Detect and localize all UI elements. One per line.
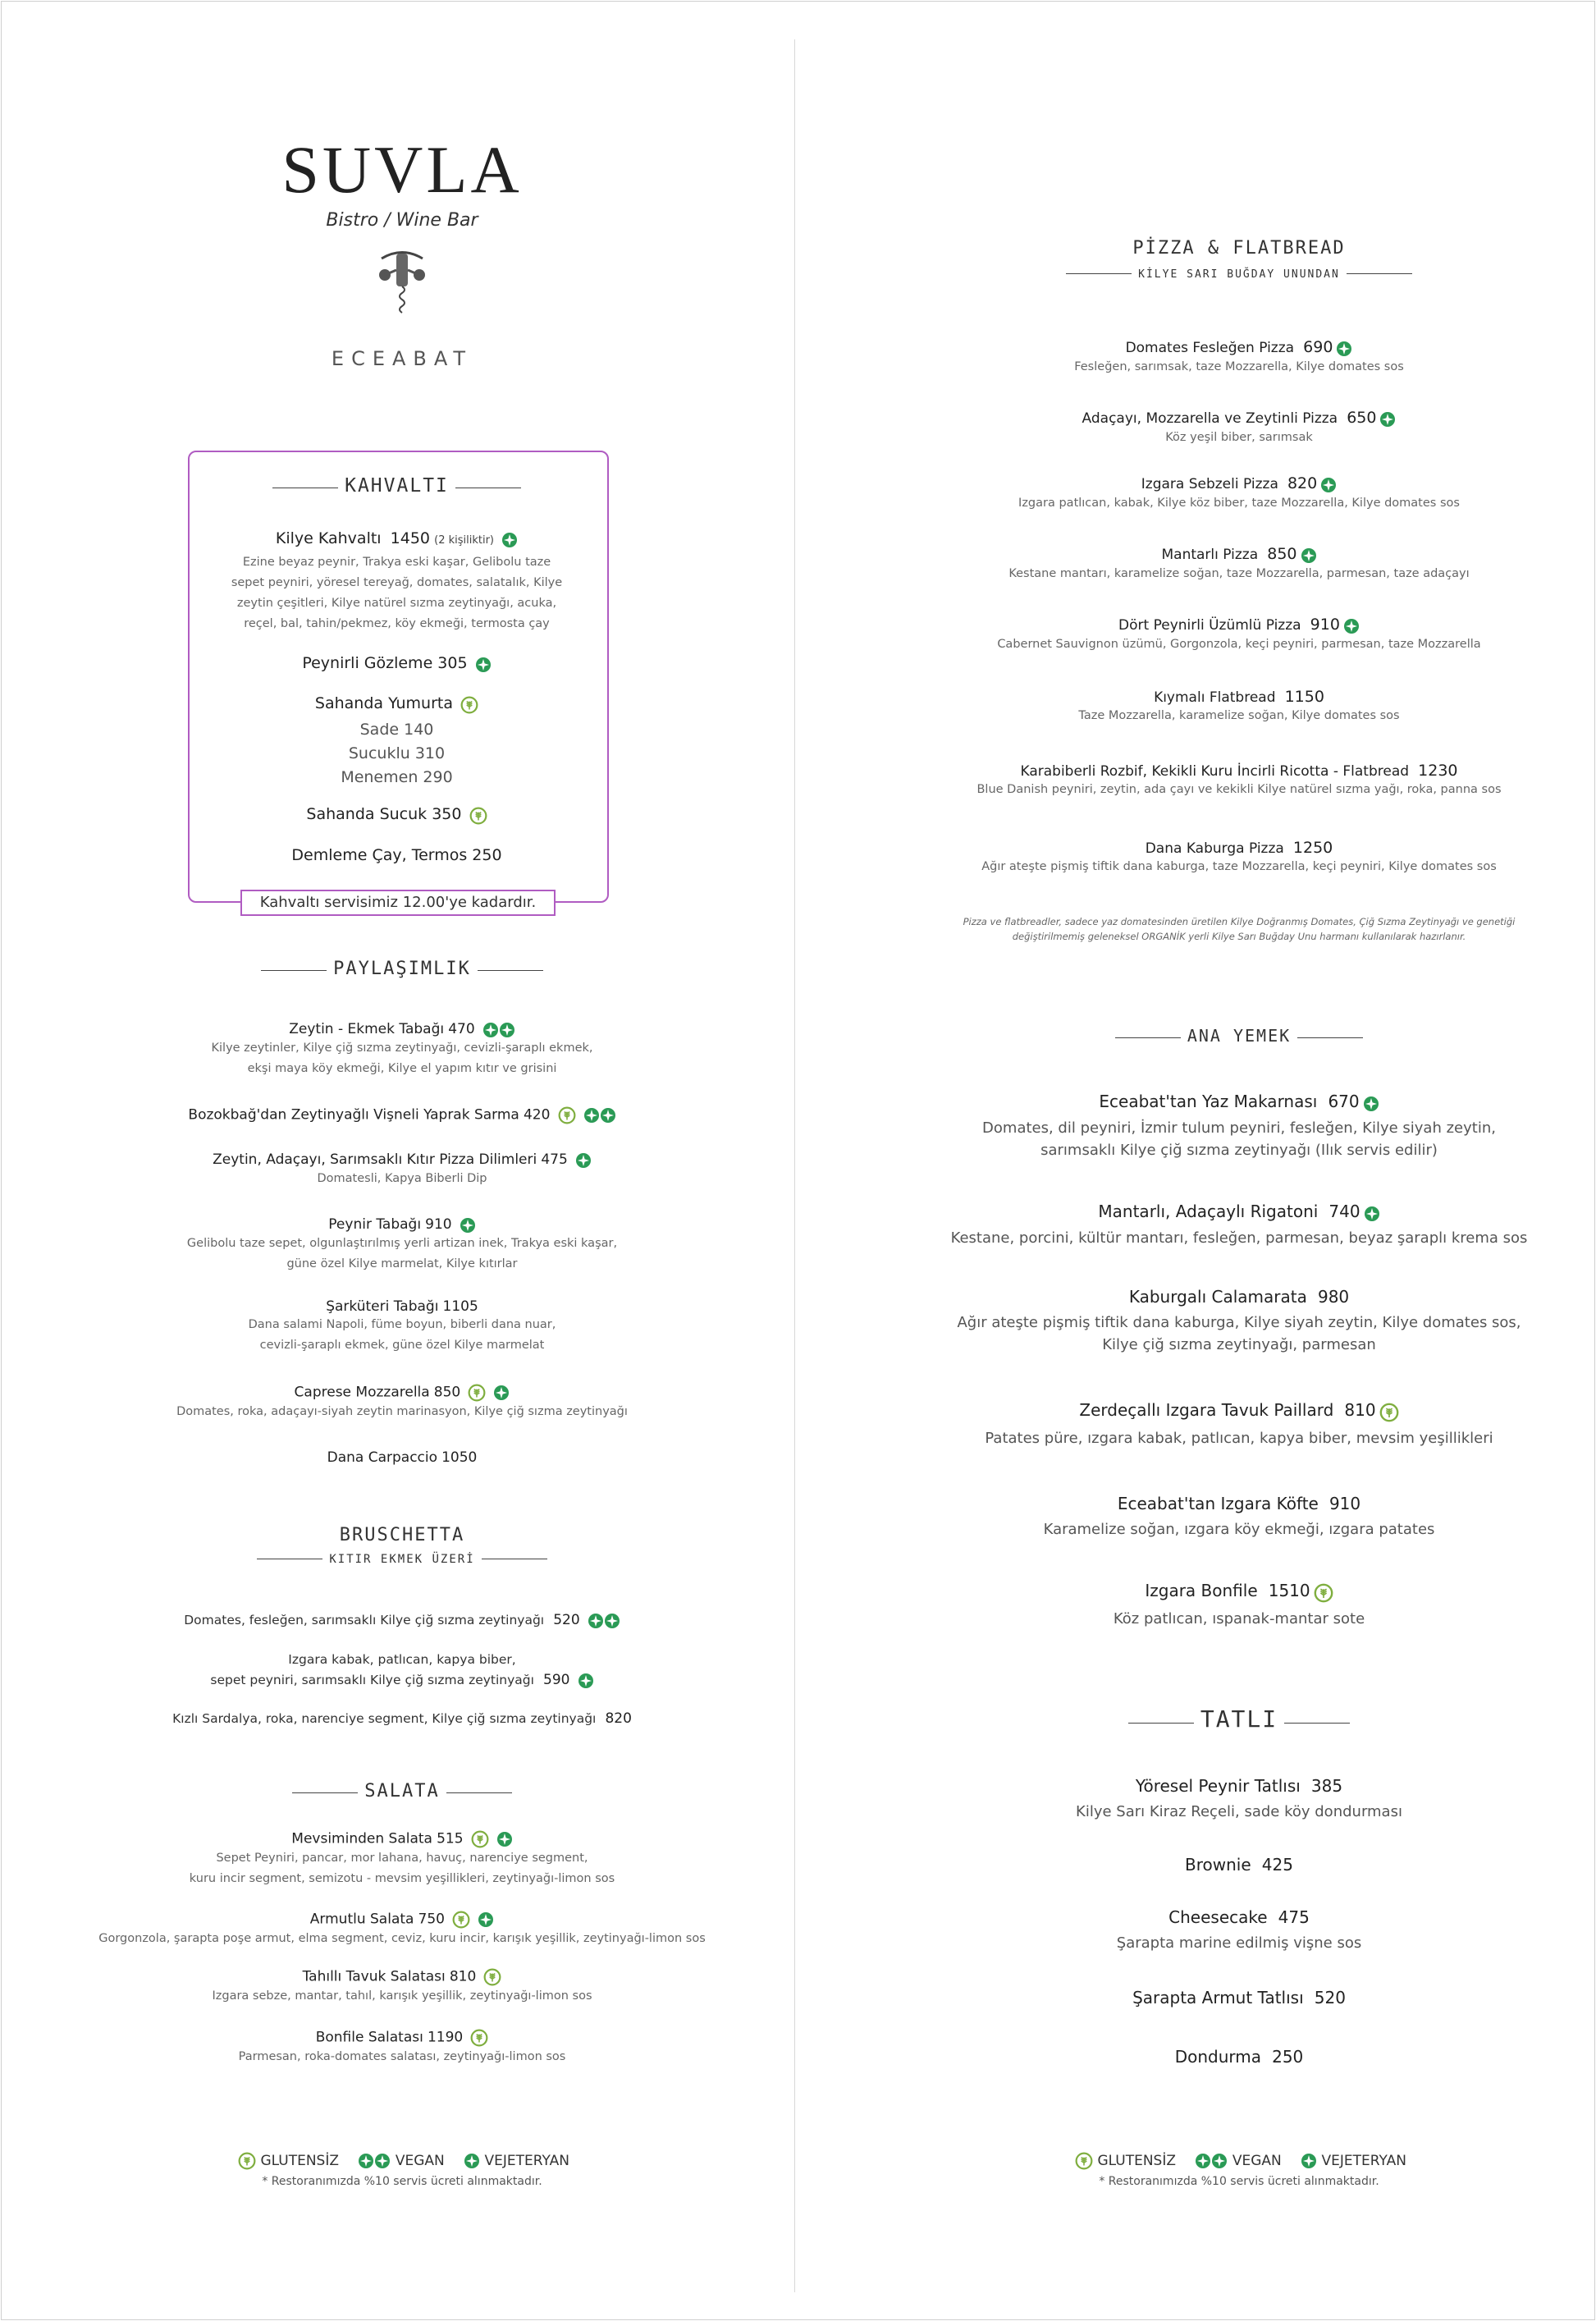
bruschetta-subtitle: KITIR EKMEK ÜZERİ: [329, 1553, 475, 1566]
kilye-kahvalti-name: Kilye Kahvaltı: [275, 529, 382, 547]
menu-item: [919, 616, 1559, 655]
menu-item: [919, 1287, 1559, 1356]
vegetarian-icon: [1301, 547, 1317, 564]
yumurta-item: [188, 694, 606, 714]
item-price: 820: [605, 1710, 632, 1727]
yumurta-options: [188, 718, 606, 790]
item-price: 520: [553, 1612, 580, 1628]
item-price: 910: [425, 1216, 452, 1233]
item-name: Eceabat'tan Izgara Köfte: [1117, 1494, 1319, 1513]
item-price: 1105: [442, 1298, 478, 1315]
vegetarian-icon: [1343, 618, 1360, 634]
item-price: 750: [418, 1911, 445, 1928]
kahvalti-note: Kahvaltı servisimiz 12.00'ye kadardır.: [240, 890, 556, 916]
cay-item: [188, 846, 606, 864]
item-desc: Cabernet Sauvignon üzümü, Gorgonzola, keçi peyniri, parmesan, taze Mozzarella: [997, 637, 1481, 651]
item-price: 740: [1328, 1202, 1360, 1221]
item-name: Zeytin - Ekmek Tabağı: [289, 1021, 445, 1037]
item-name: Şarküteri Tabağı: [326, 1298, 439, 1315]
item-name: Şarapta Armut Tatlısı: [1132, 1988, 1304, 2007]
vegetarian-icon: [501, 532, 518, 548]
item-desc: [82, 1038, 722, 1079]
item-desc: [919, 1608, 1559, 1630]
menu-item: [919, 1855, 1559, 1875]
gluten-free-icon: [468, 1384, 486, 1402]
gluten-free-icon: [1379, 1403, 1399, 1422]
legend-veg: VEJETERYAN: [484, 2153, 569, 2169]
vegetarian-icon: [578, 1673, 594, 1689]
item-price: 1230: [1418, 762, 1458, 780]
item-price: 690: [1303, 338, 1333, 356]
kilye-kahvalti-item: [188, 529, 606, 548]
gluten-free-icon: [1075, 2152, 1093, 2170]
yumurta-option: Menemen 290: [341, 768, 453, 786]
tatli-heading: [919, 1705, 1559, 1733]
menu-item: [82, 1610, 722, 1631]
item-price: 1190: [427, 2029, 464, 2046]
item-name: Dondurma: [1174, 2047, 1261, 2067]
desc-line: Parmesan, roka-domates salatası, zeytinyağı-limon sos: [238, 2050, 566, 2063]
brand-block: [279, 131, 525, 370]
item-price: 910: [1328, 1494, 1361, 1513]
pizza-title: PİZZA & FLATBREAD: [1132, 238, 1346, 259]
item-name: Mantarlı Pizza: [1161, 547, 1259, 563]
menu-item: [919, 1907, 1559, 1954]
item-text-2: sepet peyniri, sarımsaklı Kilye çiğ sızma zeytinyağı: [210, 1673, 534, 1687]
item-price: 810: [449, 1968, 477, 1985]
desc-line: ekşi maya köy ekmeği, Kilye el yapım kıtır ve grisini: [247, 1061, 557, 1075]
sucuk-name: Sahanda Sucuk 350: [306, 805, 462, 823]
desc-line: Gelibolu taze sepet, olgunlaştırılmış yerli artizan inek, Trakya eski kaşar,: [186, 1236, 618, 1250]
item-name: Peynir Tabağı: [328, 1216, 422, 1233]
kahvalti-title: KAHVALTI: [345, 475, 449, 497]
item-price: 1510: [1268, 1581, 1310, 1600]
item-name: Adaçayı, Mozzarella ve Zeytinli Pizza: [1082, 410, 1338, 427]
item-price: 810: [1344, 1400, 1376, 1420]
item-price: 475: [1278, 1907, 1310, 1927]
menu-item: [82, 2029, 722, 2067]
item-price: 820: [1287, 474, 1318, 492]
vegetarian-icon: [460, 1217, 476, 1234]
desc-line: Domatesli, Kapya Biberli Dip: [317, 1171, 487, 1185]
item-price: 475: [541, 1151, 568, 1168]
desc-line: Patates püre, ızgara kabak, patlıcan, kapya biber, mevsim yeşillikleri: [985, 1429, 1493, 1447]
menu-item: [82, 1650, 722, 1691]
item-name: Karabiberli Rozbif, Kekikli Kuru İncirli Ricotta - Flatbread: [1020, 763, 1410, 780]
menu-item: [82, 1968, 722, 2007]
item-desc: Kestane mantarı, karamelize soğan, taze Mozzarella, parmesan, taze adaçayı: [1008, 566, 1470, 580]
menu-item: [919, 688, 1559, 726]
yumurta-option: Sade 140: [359, 721, 434, 739]
kahvalti-heading: [188, 475, 606, 497]
item-name: Mantarlı, Adaçaylı Rigatoni: [1098, 1202, 1319, 1221]
desc-line: Kestane, porcini, kültür mantarı, fesleğen, parmesan, beyaz şaraplı krema sos: [950, 1229, 1528, 1247]
item-price: 850: [433, 1384, 461, 1401]
brand-name: SUVLA: [281, 132, 523, 207]
desc-line: sarımsaklı Kilye çiğ sızma zeytinyağı (Ilık servis edilir): [1040, 1141, 1438, 1159]
note-line: Pizza ve flatbreadler, sadece yaz domatesinden üretilen Kilye Doğranmış Domates, Çiğ Sızma Zeytinyağı ve genetiği: [963, 916, 1516, 927]
gluten-free-icon: [483, 1968, 501, 1986]
item-name: Domates Fesleğen Pizza: [1125, 340, 1295, 356]
item-name: Zeytin, Adaçayı, Sarımsaklı Kıtır Pizza Dilimleri: [213, 1151, 537, 1168]
vegetarian-icon: [1320, 477, 1337, 493]
item-name: Yöresel Peynir Tatlısı: [1135, 1776, 1301, 1796]
item-price: 385: [1310, 1776, 1343, 1796]
service-note: * Restoranımızda %10 servis ücreti alınmaktadır.: [262, 2175, 542, 2188]
gluten-free-icon: [452, 1911, 470, 1929]
item-desc: [82, 1986, 722, 2007]
gozleme-name: Peynirli Gözleme 305: [302, 654, 468, 672]
sucuk-item: [188, 805, 606, 825]
menu-item: [82, 1911, 722, 1949]
legend-right: [919, 2152, 1559, 2188]
item-name: Dört Peynirli Üzümlü Pizza: [1118, 617, 1301, 634]
bruschetta-title: BRUSCHETTA: [339, 1525, 465, 1545]
kahvalti-box: [188, 451, 609, 903]
corkscrew-icon: [373, 242, 431, 324]
note-line: değiştirilmemiş geleneksel ORGANİK yerli Kilye Sarı Buğday Unu harmanı kullanılarak hazırlanır.: [1012, 931, 1466, 942]
desc-line: zeytin çeşitleri, Kilye natürel sızma zeytinyağı, acuka,: [236, 597, 557, 610]
menu-item: [82, 1216, 722, 1275]
menu-item: [82, 1021, 722, 1079]
desc-line: cevizli-şaraplı ekmek, güne özel Kilye marmelat: [259, 1339, 545, 1352]
item-desc: [82, 1848, 722, 1889]
desc-line: reçel, bal, tahin/pekmez, köy ekmeği, termosta çay: [244, 617, 550, 630]
vegan-icon: [583, 1107, 616, 1124]
item-name: Kaburgalı Calamarata: [1128, 1287, 1307, 1307]
desc-line: kuru incir segment, semizotu - mevsim yeşillikleri, zeytinyağı-limon sos: [189, 1872, 615, 1885]
menu-item: [919, 1092, 1559, 1161]
brand-subtitle: Bistro / Wine Bar: [326, 210, 478, 231]
item-price: 1050: [441, 1449, 478, 1466]
ana-heading: [919, 1026, 1559, 1046]
item-name: Zerdeçallı Izgara Tavuk Paillard: [1079, 1400, 1334, 1420]
menu-item: [82, 1384, 722, 1422]
item-desc: Izgara patlıcan, kabak, Kilye köz biber, taze Mozzarella, Kilye domates sos: [1018, 496, 1460, 510]
item-desc: Köz yeşil biber, sarımsak: [1165, 430, 1313, 444]
item-name: Izgara Sebzeli Pizza: [1141, 476, 1278, 492]
item-desc: [82, 1234, 722, 1275]
cay-name: Demleme Çay, Termos 250: [291, 846, 502, 864]
item-price: 590: [543, 1672, 570, 1688]
vegetarian-icon: [493, 1385, 510, 1401]
menu-item: [82, 1298, 722, 1356]
vegan-icon: [482, 1022, 515, 1038]
menu-item: [919, 762, 1559, 800]
menu-item: [919, 1776, 1559, 1823]
menu-item: [919, 2047, 1559, 2067]
item-price: 1250: [1292, 839, 1333, 857]
ana-title: ANA YEMEK: [1187, 1026, 1292, 1046]
menu-item: [919, 1202, 1559, 1249]
kilye-kahvalti-desc: [188, 552, 606, 634]
gluten-free-icon: [238, 2152, 256, 2170]
item-price: 670: [1328, 1092, 1360, 1111]
yumurta-option: Sucuklu 310: [348, 744, 446, 762]
gluten-free-icon: [1314, 1583, 1333, 1603]
menu-item: [919, 409, 1559, 448]
vegetarian-icon: [1364, 1206, 1380, 1222]
desc-line: Köz patlıcan, ıspanak-mantar sote: [1113, 1609, 1365, 1627]
vegetarian-icon: [1379, 411, 1396, 428]
salata-title: SALATA: [364, 1781, 440, 1801]
gluten-free-icon: [558, 1106, 576, 1124]
kilye-kahvalti-price: 1450: [390, 529, 431, 547]
vegetarian-icon: [496, 1831, 513, 1847]
desc-line: Gorgonzola, şarapta poşe armut, elma segment, ceviz, kuru incir, karışık yeşillik, zeytinyağı-limon sos: [98, 1932, 706, 1945]
item-price: 250: [1272, 2047, 1304, 2067]
desc-line: Domates, dil peyniri, İzmir tulum peyniri, fesleğen, Kilye siyah zeytin,: [982, 1119, 1496, 1137]
menu-item: [919, 1581, 1559, 1630]
legend-left: [82, 2152, 722, 2188]
item-name: Dana Kaburga Pizza: [1145, 840, 1284, 857]
menu-item: [919, 338, 1559, 378]
pizza-note: [919, 914, 1559, 944]
desc-line: sepet peyniri, yöresel tereyağ, domates, salatalık, Kilye: [231, 576, 563, 589]
item-name: Izgara Bonfile: [1145, 1581, 1258, 1600]
item-desc: [82, 1402, 722, 1422]
item-name: Dana Carpaccio: [327, 1449, 438, 1466]
item-desc: Şarapta marine edilmiş vişne sos: [1116, 1934, 1362, 1952]
menu-item: [919, 1494, 1559, 1540]
menu-item: [82, 1709, 722, 1729]
item-desc: [919, 1518, 1559, 1540]
desc-line: Domates, roka, adaçayı-siyah zeytin marinasyon, Kilye çiğ sızma zeytinyağı: [176, 1405, 628, 1418]
menu-item: [82, 1449, 722, 1466]
legend-veg: VEJETERYAN: [1321, 2153, 1406, 2169]
legend-vegan: VEGAN: [1232, 2153, 1282, 2169]
vegetarian-icon: [575, 1152, 592, 1169]
item-desc: [82, 2047, 722, 2067]
item-desc: Fesleğen, sarımsak, taze Mozzarella, Kilye domates sos: [1074, 359, 1404, 373]
menu-item: [82, 1106, 722, 1124]
salata-heading: [82, 1781, 722, 1801]
item-text: Izgara kabak, patlıcan, kapya biber,: [288, 1652, 516, 1667]
item-name: Cheesecake: [1168, 1907, 1268, 1927]
vegetarian-icon: [1363, 1096, 1379, 1112]
desc-line: Kilye çiğ sızma zeytinyağı, parmesan: [1102, 1336, 1376, 1353]
item-name: Brownie: [1185, 1855, 1251, 1875]
desc-line: Izgara sebze, mantar, tahıl, karışık yeşillik, zeytinyağı-limon sos: [212, 1989, 592, 2003]
vegetarian-icon: [478, 1911, 494, 1928]
item-name: Mevsiminden Salata: [291, 1830, 432, 1847]
gluten-free-icon: [469, 807, 487, 825]
menu-item: [919, 1400, 1559, 1449]
item-desc: Kilye Sarı Kiraz Reçeli, sade köy dondurması: [1076, 1803, 1402, 1820]
menu-item: [82, 1830, 722, 1889]
vegan-icon: [358, 2153, 391, 2169]
item-desc: [919, 1117, 1559, 1161]
pizza-heading: [919, 238, 1559, 281]
item-price: 520: [1314, 1988, 1346, 2007]
desc-line: Sepet Peyniri, pancar, mor lahana, havuç, narenciye segment,: [216, 1852, 588, 1865]
gozleme-item: [188, 654, 606, 673]
item-name: Tahıllı Tavuk Salatası: [302, 1968, 446, 1985]
item-name: Bonfile Salatası: [315, 2029, 423, 2046]
item-price: 980: [1317, 1287, 1350, 1307]
gluten-free-icon: [470, 2029, 488, 2047]
desc-line: güne özel Kilye marmelat, Kilye kıtırlar: [286, 1257, 518, 1270]
legend-vegan: VEGAN: [395, 2153, 445, 2169]
item-name: Eceabat'tan Yaz Makarnası: [1099, 1092, 1318, 1111]
menu-item: [919, 839, 1559, 877]
desc-line: Kilye zeytinler, Kilye çiğ sızma zeytinyağı, cevizli-şaraplı ekmek,: [211, 1041, 593, 1055]
item-desc: Taze Mozzarella, karamelize soğan, Kilye domates sos: [1078, 709, 1400, 722]
item-price: 425: [1261, 1855, 1293, 1875]
item-price: 650: [1347, 409, 1377, 427]
kilye-kahvalti-note: (2 kişiliktir): [434, 534, 495, 547]
vegetarian-icon: [1301, 2153, 1317, 2169]
legend-gluten: GLUTENSİZ: [1097, 2153, 1177, 2169]
item-desc: [82, 1169, 722, 1189]
item-desc: [919, 1312, 1559, 1356]
desc-line: Ağır ateşte pişmiş tiftik dana kaburga, Kilye siyah zeytin, Kilye domates sos,: [957, 1314, 1521, 1331]
service-note: * Restoranımızda %10 servis ücreti alınmaktadır.: [1099, 2175, 1379, 2188]
paylasim-title: PAYLAŞIMLIK: [333, 959, 471, 979]
item-desc: [82, 1929, 722, 1949]
desc-line: Karamelize soğan, ızgara köy ekmeği, ızgara patates: [1043, 1521, 1435, 1538]
item-desc: [82, 1315, 722, 1356]
tatli-title: TATLI: [1200, 1705, 1278, 1733]
item-desc: Blue Danish peyniri, zeytin, ada çayı ve kekikli Kilye natürel sızma yağı, roka, panna sos: [976, 783, 1502, 796]
item-desc: Ağır ateşte pişmiş tiftik dana kaburga, taze Mozzarella, keçi peyniri, Kilye domates sos: [981, 860, 1497, 873]
item-text: Domates, fesleğen, sarımsaklı Kilye çiğ sızma zeytinyağı: [184, 1613, 545, 1627]
menu-item: [919, 474, 1559, 514]
page-divider: [794, 39, 795, 2292]
menu-item: [919, 1988, 1559, 2007]
item-name: Caprese Mozzarella: [294, 1384, 430, 1401]
item-price: 515: [437, 1830, 464, 1847]
item-name: Armutlu Salata: [309, 1911, 414, 1928]
vegetarian-icon: [1336, 341, 1352, 357]
yumurta-name: Sahanda Yumurta: [314, 694, 453, 712]
item-price: 910: [1310, 616, 1340, 634]
gluten-free-icon: [460, 696, 478, 714]
gluten-free-icon: [471, 1830, 489, 1848]
desc-line: Dana salami Napoli, füme boyun, biberli dana nuar,: [248, 1318, 556, 1331]
vegan-icon: [1195, 2153, 1228, 2169]
item-name: Bozokbağ'dan Zeytinyağlı Vişneli Yaprak Sarma: [188, 1106, 519, 1124]
item-price: 850: [1267, 545, 1297, 563]
item-name: Kıymalı Flatbread: [1154, 689, 1276, 706]
vegetarian-icon: [475, 657, 492, 673]
vegetarian-icon: [464, 2153, 480, 2169]
pizza-subtitle: KİLYE SARI BUĞDAY UNUNDAN: [1138, 268, 1340, 281]
vegan-icon: [588, 1613, 620, 1629]
item-desc: [919, 1227, 1559, 1249]
desc-line: Ezine beyaz peynir, Trakya eski kaşar, Gelibolu taze: [242, 556, 551, 569]
item-text: Kızlı Sardalya, roka, narenciye segment, Kilye çiğ sızma zeytinyağı: [172, 1711, 597, 1726]
legend-gluten: GLUTENSİZ: [260, 2153, 340, 2169]
paylasim-heading: [82, 959, 722, 979]
bruschetta-heading: [82, 1525, 722, 1566]
menu-item: [82, 1151, 722, 1189]
brand-location: ECEABAT: [331, 347, 473, 370]
item-price: 1150: [1284, 688, 1324, 706]
item-price: 420: [523, 1106, 551, 1124]
item-desc: [919, 1427, 1559, 1449]
item-price: 470: [448, 1021, 475, 1037]
menu-item: [919, 545, 1559, 584]
